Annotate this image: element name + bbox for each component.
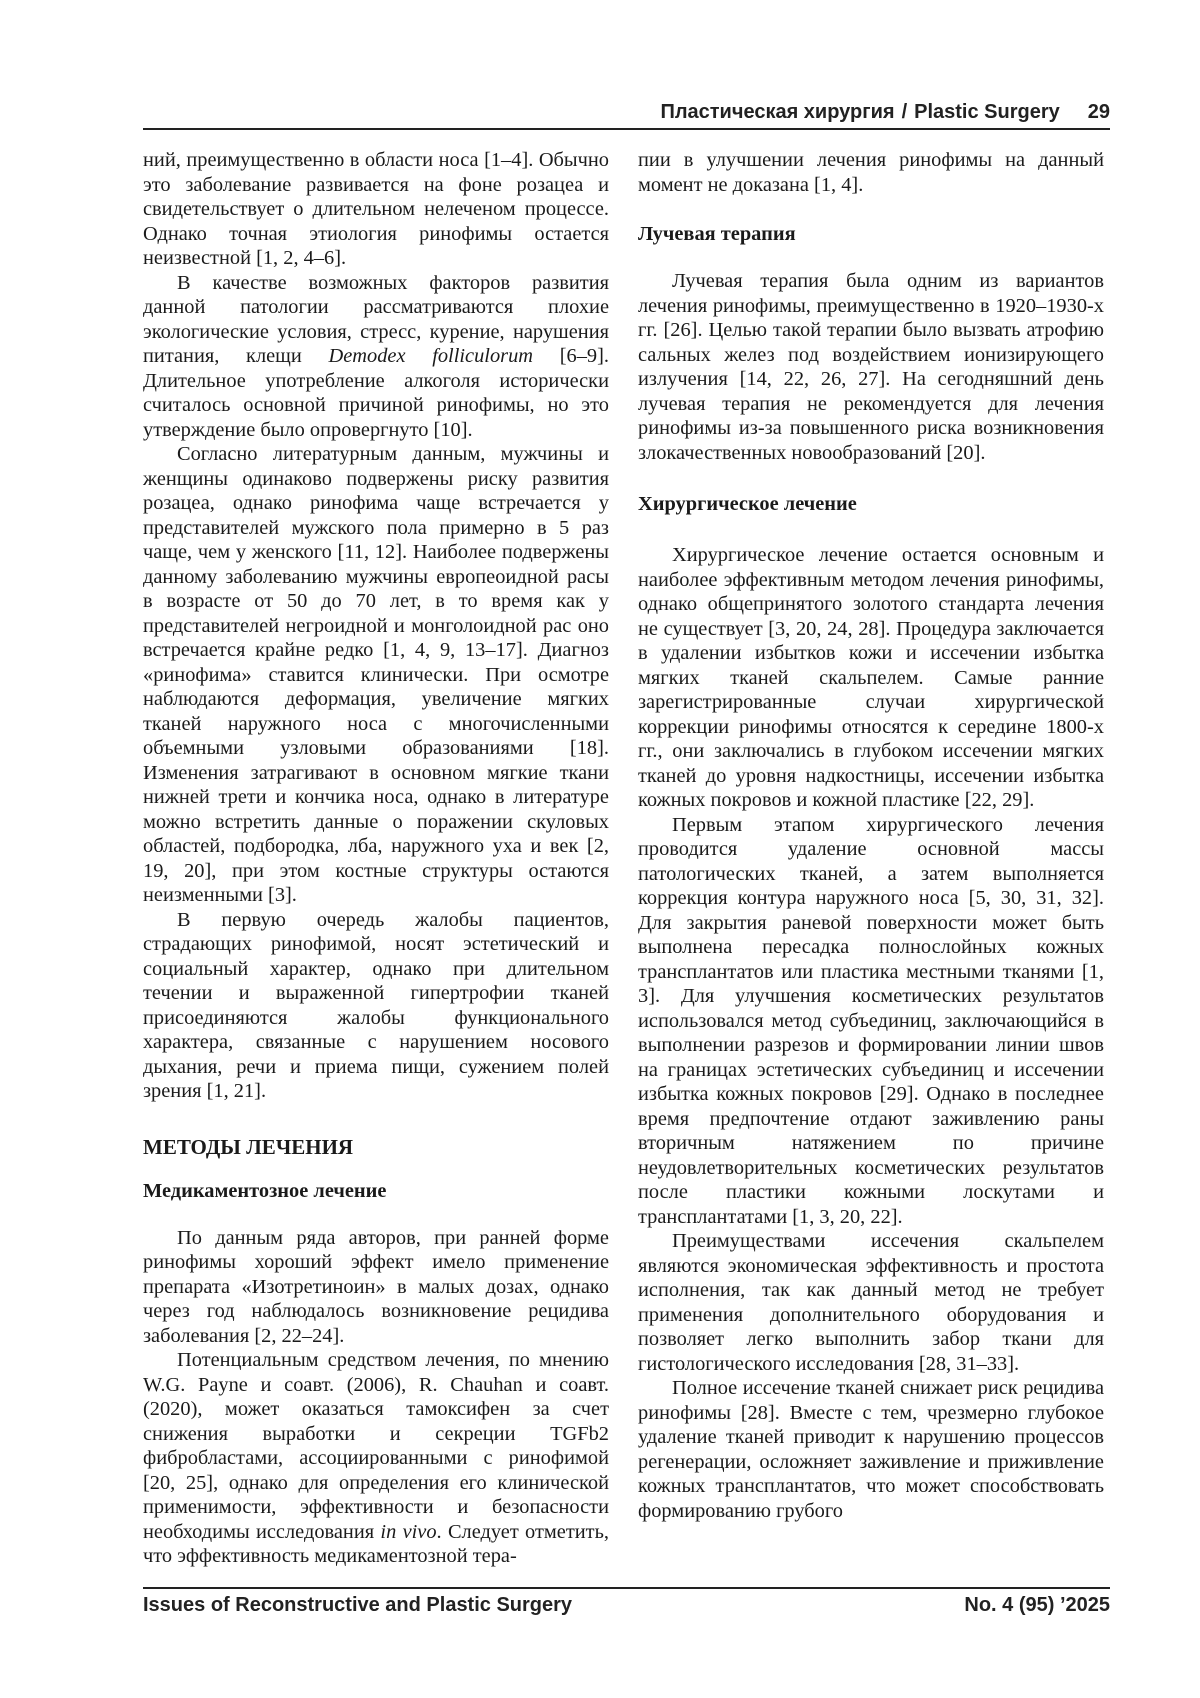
left-column <box>143 148 609 1569</box>
page-number: 29 <box>1087 101 1110 123</box>
subsection-heading-surgery: Хирургическое лечение <box>638 493 857 515</box>
paragraph: Полное иссечение тканей снижает риск рецидива ринофимы [28]. Вместе с тем, чрезмерно глубокое удаление тканей приводит к нарушению процессов регенерации, осложняет заживление и приживление кожных трансплантатов, что может способствовать формированию грубого <box>638 1377 1104 1522</box>
paragraph: В первую очередь жалобы пациентов, страдающих ринофимой, носят эстетический и социальный характер, однако при длительном течении и выраженной гипертрофии тканей присоединяются жалобы функционального характера, связанные с нарушением носового дыхания, речи и приема пищи, сужением полей зрения [1, 21]. <box>143 908 609 1102</box>
paragraph: Первым этапом хирургического лечения проводится удаление основной массы патологических тканей, а затем выполняется коррекция контура наружного носа [5, 30, 31, 32]. Для закрытия раневой поверхности может быть выполнена пересадка полнослойных кожных трансплантатов или пластика местными тканями [1, 3]. Для улучшения косметических результатов использовался метод субъединиц, заключающийся в выполнении разрезов и формировании линии швов на границах эстетических субъединиц и иссечении избытка кожных покровов [29]. Однако в последнее время предпочтение отдают заживлению раны вторичным натяжением по причине неудовлетворительных косметических результатов после пластики кожными лоскутами и трансплантатами [1, 3, 20, 22]. <box>638 813 1104 1228</box>
subsection-heading-drug: Медикаментозное лечение <box>143 1179 387 1202</box>
paragraph: По данным ряда авторов, при ранней форме ринофимы хороший эффект имело применение препарата «Изотретиноин» в малых дозах, однако через год наблюдалось возникновение рецидива заболевания [2, 22–24]. <box>143 1226 609 1347</box>
section-heading-methods: МЕТОДЫ ЛЕЧЕНИЯ <box>143 1134 354 1159</box>
paragraph: пии в улучшении лечения ринофимы на данный момент не доказана [1, 4]. <box>638 149 1104 196</box>
header-title-en: Plastic Surgery <box>914 101 1060 123</box>
header-title-ru: Пластическая хирургия <box>660 101 895 123</box>
paragraph: Согласно литературным данным, мужчины и женщины одинаково подвержены риску развития розацеа, однако ринофима чаще встречается у представителей мужского пола примерно в 5 раз чаще, чем у женского [11, 12]. Наиболее подвержены данному заболеванию мужчины европеоидной расы в возрасте от 50 до 70 лет, в то время как у представителей негроидной и монголоидной рас оно встречается крайне редко [1, 4, 9, 13–17]. Диагноз «ринофима» ставится клинически. При осмотре наблюдаются деформация, увеличение мягких тканей наружного носа с многочисленными объемными узловыми образованиями [18]. Изменения затрагивают в основном мягкие ткани нижней трети и кончика носа, однако в литературе можно встретить данные о поражении скуловых областей, подбородка, лба, наружного уха и век [2, 19, 20], при этом костные структуры остаются неизменными [3]. <box>143 443 609 906</box>
right-column <box>638 148 1104 1523</box>
paragraph <box>143 271 609 443</box>
running-footer <box>143 1587 1110 1617</box>
footer-issue: No. 4 (95) ’2025 <box>964 1594 1110 1616</box>
paragraph-text: [6–9]. Длительное употребление алкоголя исторически считалось основной причиной ринофимы, но это утверждение было опровергнуто [10]. <box>143 345 609 441</box>
paragraph-text: Потенциальным средством лечения, по мнению W.G. Payne и соавт. (2006), R. Chauhan и соавт. (2020), может оказаться тамоксифен за счет снижения выработки и секреции TGFb2 фибробластами, ассоциированными с ринофимой [20, 25], однако для определения его клинической применимости, эффективности и безопасности необходимы исследования <box>143 1349 609 1543</box>
paragraph: Хирургическое лечение остается основным и наиболее эффективным методом лечения ринофимы, однако общепринятого золотого стандарта лечения не существует [3, 20, 24, 28]. Процедура заключается в удалении избытков кожи и иссечении избытка мягких тканей скальпелем. Самые ранние зарегистрированные случаи хирургической коррекции ринофимы относятся к середине 1800-х гг., они заключались в глубоком иссечении мягких тканей до уровня надкостницы, иссечении избытка кожных покровов и кожной пластике [22, 29]. <box>638 544 1104 811</box>
paragraph <box>143 1348 609 1569</box>
paragraph: Лучевая терапия была одним из вариантов лечения ринофимы, преимущественно в 1920–1930-х гг. [26]. Целью такой терапии было вызвать атрофию сальных желез под воздействием ионизирующего излучения [14, 22, 26, 27]. На сегодняшний день лучевая терапия не рекомендуется для лечения ринофимы из-за повышенного риска возникновения злокачественных новообразований [20]. <box>638 270 1104 464</box>
paragraph: Преимуществами иссечения скальпелем являются экономическая эффективность и простота исполнения, так как данный метод не требует применения дополнительного оборудования и позволяет легко выполнить забор ткани для гистологического исследования [28, 31–33]. <box>638 1230 1104 1375</box>
latin-term: in vivo <box>380 1520 437 1543</box>
species-name: Demodex folliculorum <box>328 345 534 367</box>
subsection-heading-radiation: Лучевая терапия <box>638 223 796 245</box>
paragraph-text: В качестве возможных факторов развития данной патологии рассматриваются плохие экологические условия, стресс, курение, нарушения питания, клещи <box>143 271 609 367</box>
paragraph-text: . Следует отметить, что эффективность медикаментозной тера- <box>143 1520 609 1567</box>
paragraph: ний, преимущественно в области носа [1–4]. Обычно это заболевание развивается на фоне розацеа и свидетельствует о длительном нелеченом процессе. Однако точная этиология ринофимы остается неизвестной [1, 2, 4–6]. <box>143 149 609 269</box>
header-separator: / <box>901 101 908 123</box>
running-header <box>143 96 1110 130</box>
footer-journal-name: Issues of Reconstructive and Plastic Surgery <box>143 1594 573 1616</box>
